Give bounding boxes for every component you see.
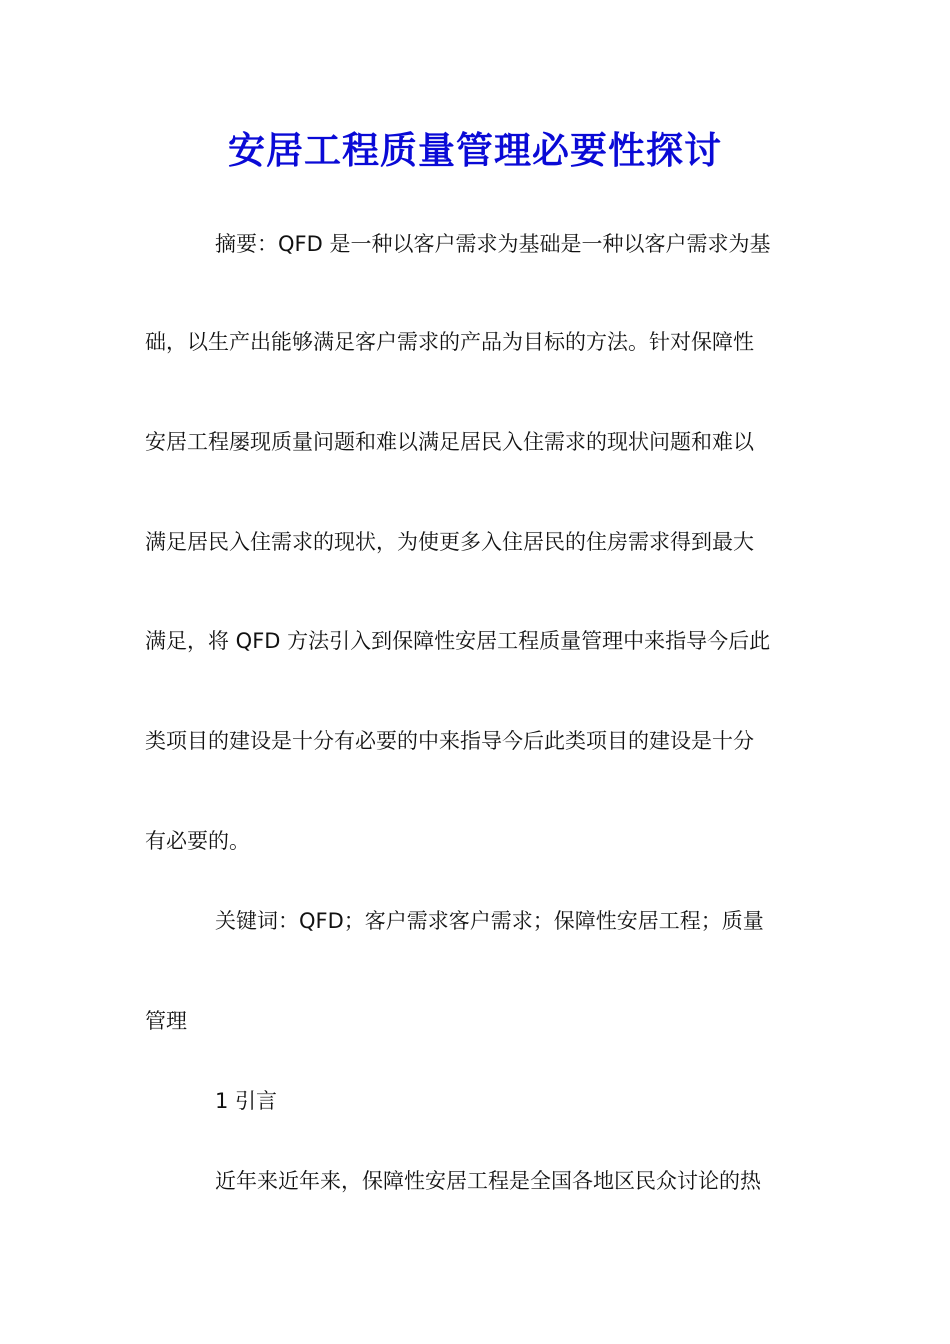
abstract-line-2: 础，以生产出能够满足客户需求的产品为目标的方法。针对保障性 — [145, 330, 754, 354]
abstract-line-1: 摘要：QFD 是一种以客户需求为基础是一种以客户需求为基 — [215, 232, 771, 256]
abstract-line-3: 安居工程屡现质量问题和难以满足居民入住需求的现状问题和难以 — [145, 430, 754, 454]
abstract-line-6: 类项目的建设是十分有必要的中来指导今后此类项目的建设是十分 — [145, 729, 754, 753]
keywords-line-2: 管理 — [145, 1009, 187, 1033]
abstract-line-5: 满足，将 QFD 方法引入到保障性安居工程质量管理中来指导今后此 — [145, 629, 771, 653]
document-title: 安居工程质量管理必要性探讨 — [228, 128, 722, 172]
keywords-line-1: 关键词：QFD；客户需求客户需求；保障性安居工程；质量 — [215, 909, 764, 933]
abstract-line-7: 有必要的。 — [145, 829, 250, 853]
intro-paragraph-line-1: 近年来近年来，保障性安居工程是全国各地区民众讨论的热 — [215, 1169, 761, 1193]
abstract-line-4: 满足居民入住需求的现状，为使更多入住居民的住房需求得到最大 — [145, 530, 754, 554]
section-heading: 1 引言 — [215, 1089, 278, 1113]
